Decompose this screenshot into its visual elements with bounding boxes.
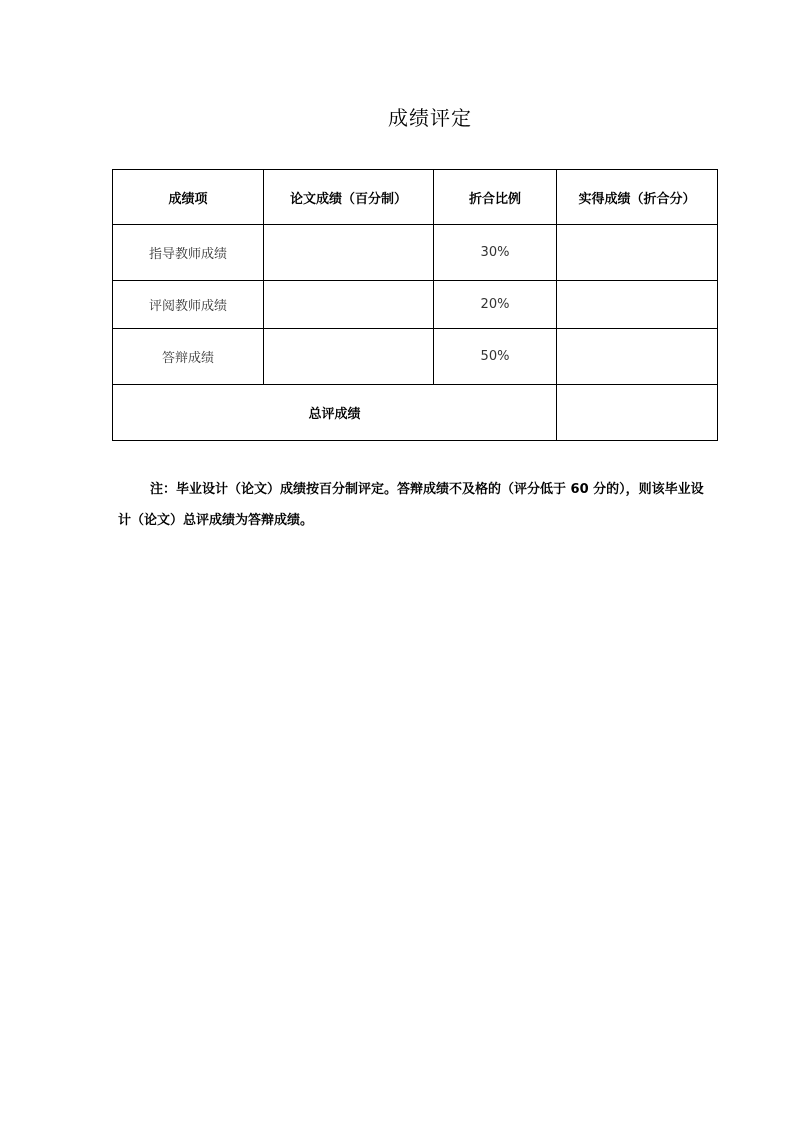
paper-score-cell[interactable] <box>264 281 434 329</box>
total-row <box>113 385 718 441</box>
row-item-label: 答辩成绩 <box>113 329 264 385</box>
table-row <box>113 329 718 385</box>
header-earned-score: 实得成绩（折合分） <box>557 170 718 225</box>
earned-score-cell[interactable] <box>557 225 718 281</box>
ratio-cell: 30% <box>434 225 557 281</box>
table-row <box>113 225 718 281</box>
header-item: 成绩项 <box>113 170 264 225</box>
table-row <box>113 281 718 329</box>
grade-table <box>112 169 718 441</box>
page-title: 成绩评定 <box>388 106 472 130</box>
table-header-row <box>113 170 718 225</box>
total-earned-cell[interactable] <box>557 385 718 441</box>
earned-score-cell[interactable] <box>557 281 718 329</box>
total-label: 总评成绩 <box>113 385 557 441</box>
ratio-cell: 20% <box>434 281 557 329</box>
paper-score-cell[interactable] <box>264 225 434 281</box>
header-ratio: 折合比例 <box>434 170 557 225</box>
row-item-label: 评阅教师成绩 <box>113 281 264 329</box>
ratio-cell: 50% <box>434 329 557 385</box>
earned-score-cell[interactable] <box>557 329 718 385</box>
row-item-label: 指导教师成绩 <box>113 225 264 281</box>
header-paper-score: 论文成绩（百分制） <box>264 170 434 225</box>
grading-note: 注：毕业设计（论文）成绩按百分制评定。答辩成绩不及格的（评分低于 60 分的），则该毕业设计（论文）总评成绩为答辩成绩。 <box>118 482 704 528</box>
paper-score-cell[interactable] <box>264 329 434 385</box>
